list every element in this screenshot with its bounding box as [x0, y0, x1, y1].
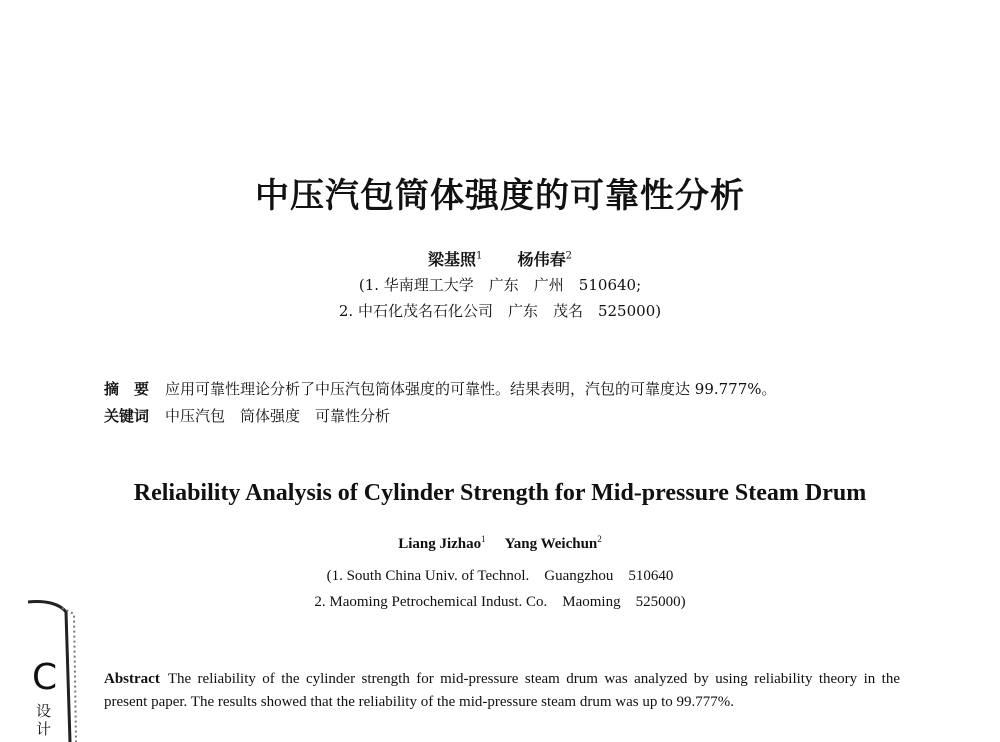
english-abstract-text: The reliability of the cylinder strength for mid-pressure steam drum was analyzed by using reliability theory in the present paper. The results showed that the reliability of the mid-pressure steam drum was up to 99.777%. [104, 671, 900, 710]
english-author-2-name: Yang Weichun [504, 536, 598, 552]
english-abstract [104, 668, 900, 714]
author-1-mark: 1 [476, 250, 483, 262]
side-tab-text: 设计 [36, 702, 52, 738]
chinese-abstract-text: 应用可靠性理论分析了中压汽包筒体强度的可靠性。结果表明，汽包的可靠度达 99.777%。 [165, 380, 777, 398]
chinese-affiliation-2: 2. 中石化茂名石化公司 广东 茂名 525000) [338, 302, 662, 320]
english-abstract-label: Abstract [104, 671, 160, 687]
chinese-keywords-label: 关键词 [104, 407, 150, 425]
author-2-mark: 2 [565, 250, 572, 262]
author-2-name: 杨伟春 [517, 250, 566, 269]
side-tab-letter: C [32, 657, 58, 698]
english-authors [0, 534, 1000, 553]
chinese-abstract [104, 378, 777, 399]
english-author-2-mark: 2 [597, 534, 602, 544]
english-author-1-mark: 1 [481, 534, 486, 544]
chinese-affiliation-1: (1. 华南理工大学 广东 广州 510640; [358, 276, 642, 294]
chinese-title: 中压汽包筒体强度的可靠性分析 [255, 176, 745, 216]
chinese-abstract-label: 摘 要 [104, 380, 150, 398]
chinese-authors [0, 247, 1000, 270]
author-1-name: 梁基照 [428, 250, 477, 269]
english-affiliation-2: 2. Maoming Petrochemical Indust. Co. Maoming 525000) [314, 594, 686, 610]
chinese-keywords-text: 中压汽包 筒体强度 可靠性分析 [165, 407, 391, 425]
english-title: Reliability Analysis of Cylinder Strength for Mid-pressure Steam Drum [133, 480, 867, 506]
chinese-keywords [104, 405, 390, 426]
english-author-1-name: Liang Jizhao [398, 536, 482, 552]
english-affiliation-1: (1. South China Univ. of Technol. Guangzhou 510640 [326, 568, 674, 584]
